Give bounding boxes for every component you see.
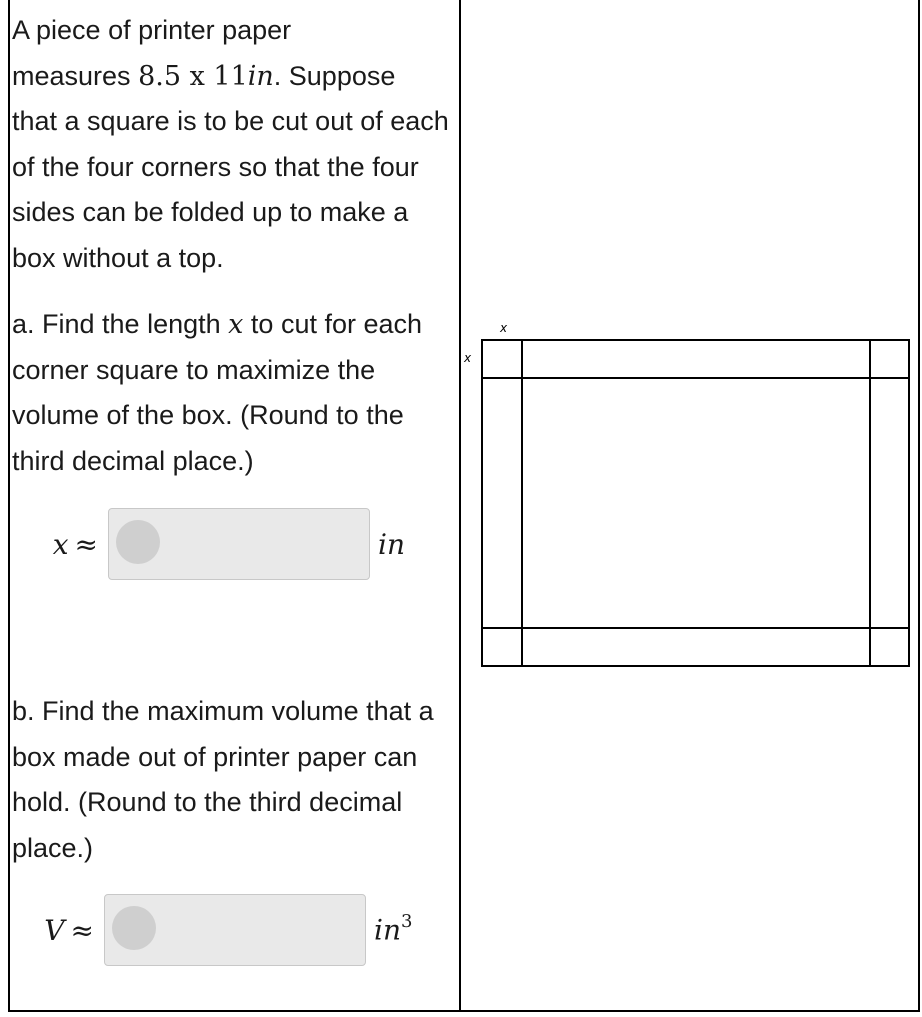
- part-a-suffix: to cut for each corner square to maximize the volume of the box. (Round to the third decimal place.): [12, 309, 423, 476]
- answer-b-unit: [374, 913, 412, 946]
- answer-b-unit-base: in: [374, 913, 401, 947]
- answer-status-indicator: [112, 906, 156, 950]
- part-b-question: [12, 689, 452, 871]
- part-a-prefix: a. Find the length: [12, 309, 221, 339]
- intro-line-1: A piece of printer paper: [12, 15, 292, 45]
- answer-b-variable: V: [44, 913, 65, 947]
- intro-unit: in: [247, 60, 274, 92]
- diagram-side-x-label: x: [464, 351, 472, 365]
- answer-a-variable: x: [52, 527, 69, 561]
- paper-diagram-svg: [456, 318, 922, 678]
- paper-diagram: [456, 318, 922, 678]
- answer-status-indicator: [116, 520, 160, 564]
- approx-symbol: ≈: [70, 913, 94, 947]
- intro-dimensions: 8.5 x 11: [138, 60, 248, 92]
- answer-row-a: [40, 508, 405, 580]
- answer-row-b: [36, 894, 412, 966]
- part-a-question: [12, 302, 457, 484]
- answer-b-unit-exponent: 3: [401, 911, 413, 933]
- diagram-top-x-label: x: [500, 321, 508, 335]
- answer-b-label: [36, 914, 104, 947]
- approx-symbol: ≈: [74, 527, 98, 561]
- answer-a-input[interactable]: [108, 508, 370, 580]
- paper-outline: [482, 340, 909, 666]
- problem-statement: [12, 8, 452, 281]
- intro-after: . Suppose: [273, 60, 396, 91]
- part-b-text: b. Find the maximum volume that a box made out of printer paper can hold. (Round to the third decimal place.): [12, 696, 434, 863]
- intro-measures: measures: [12, 60, 131, 91]
- answer-b-input[interactable]: [104, 894, 366, 966]
- part-a-variable: x: [228, 309, 244, 340]
- intro-rest: that a square is to be cut out of each of the four corners so that the four sides can be folded up to make a box without a top.: [12, 106, 449, 273]
- answer-a-unit: in: [378, 527, 405, 561]
- answer-a-label: [40, 528, 108, 561]
